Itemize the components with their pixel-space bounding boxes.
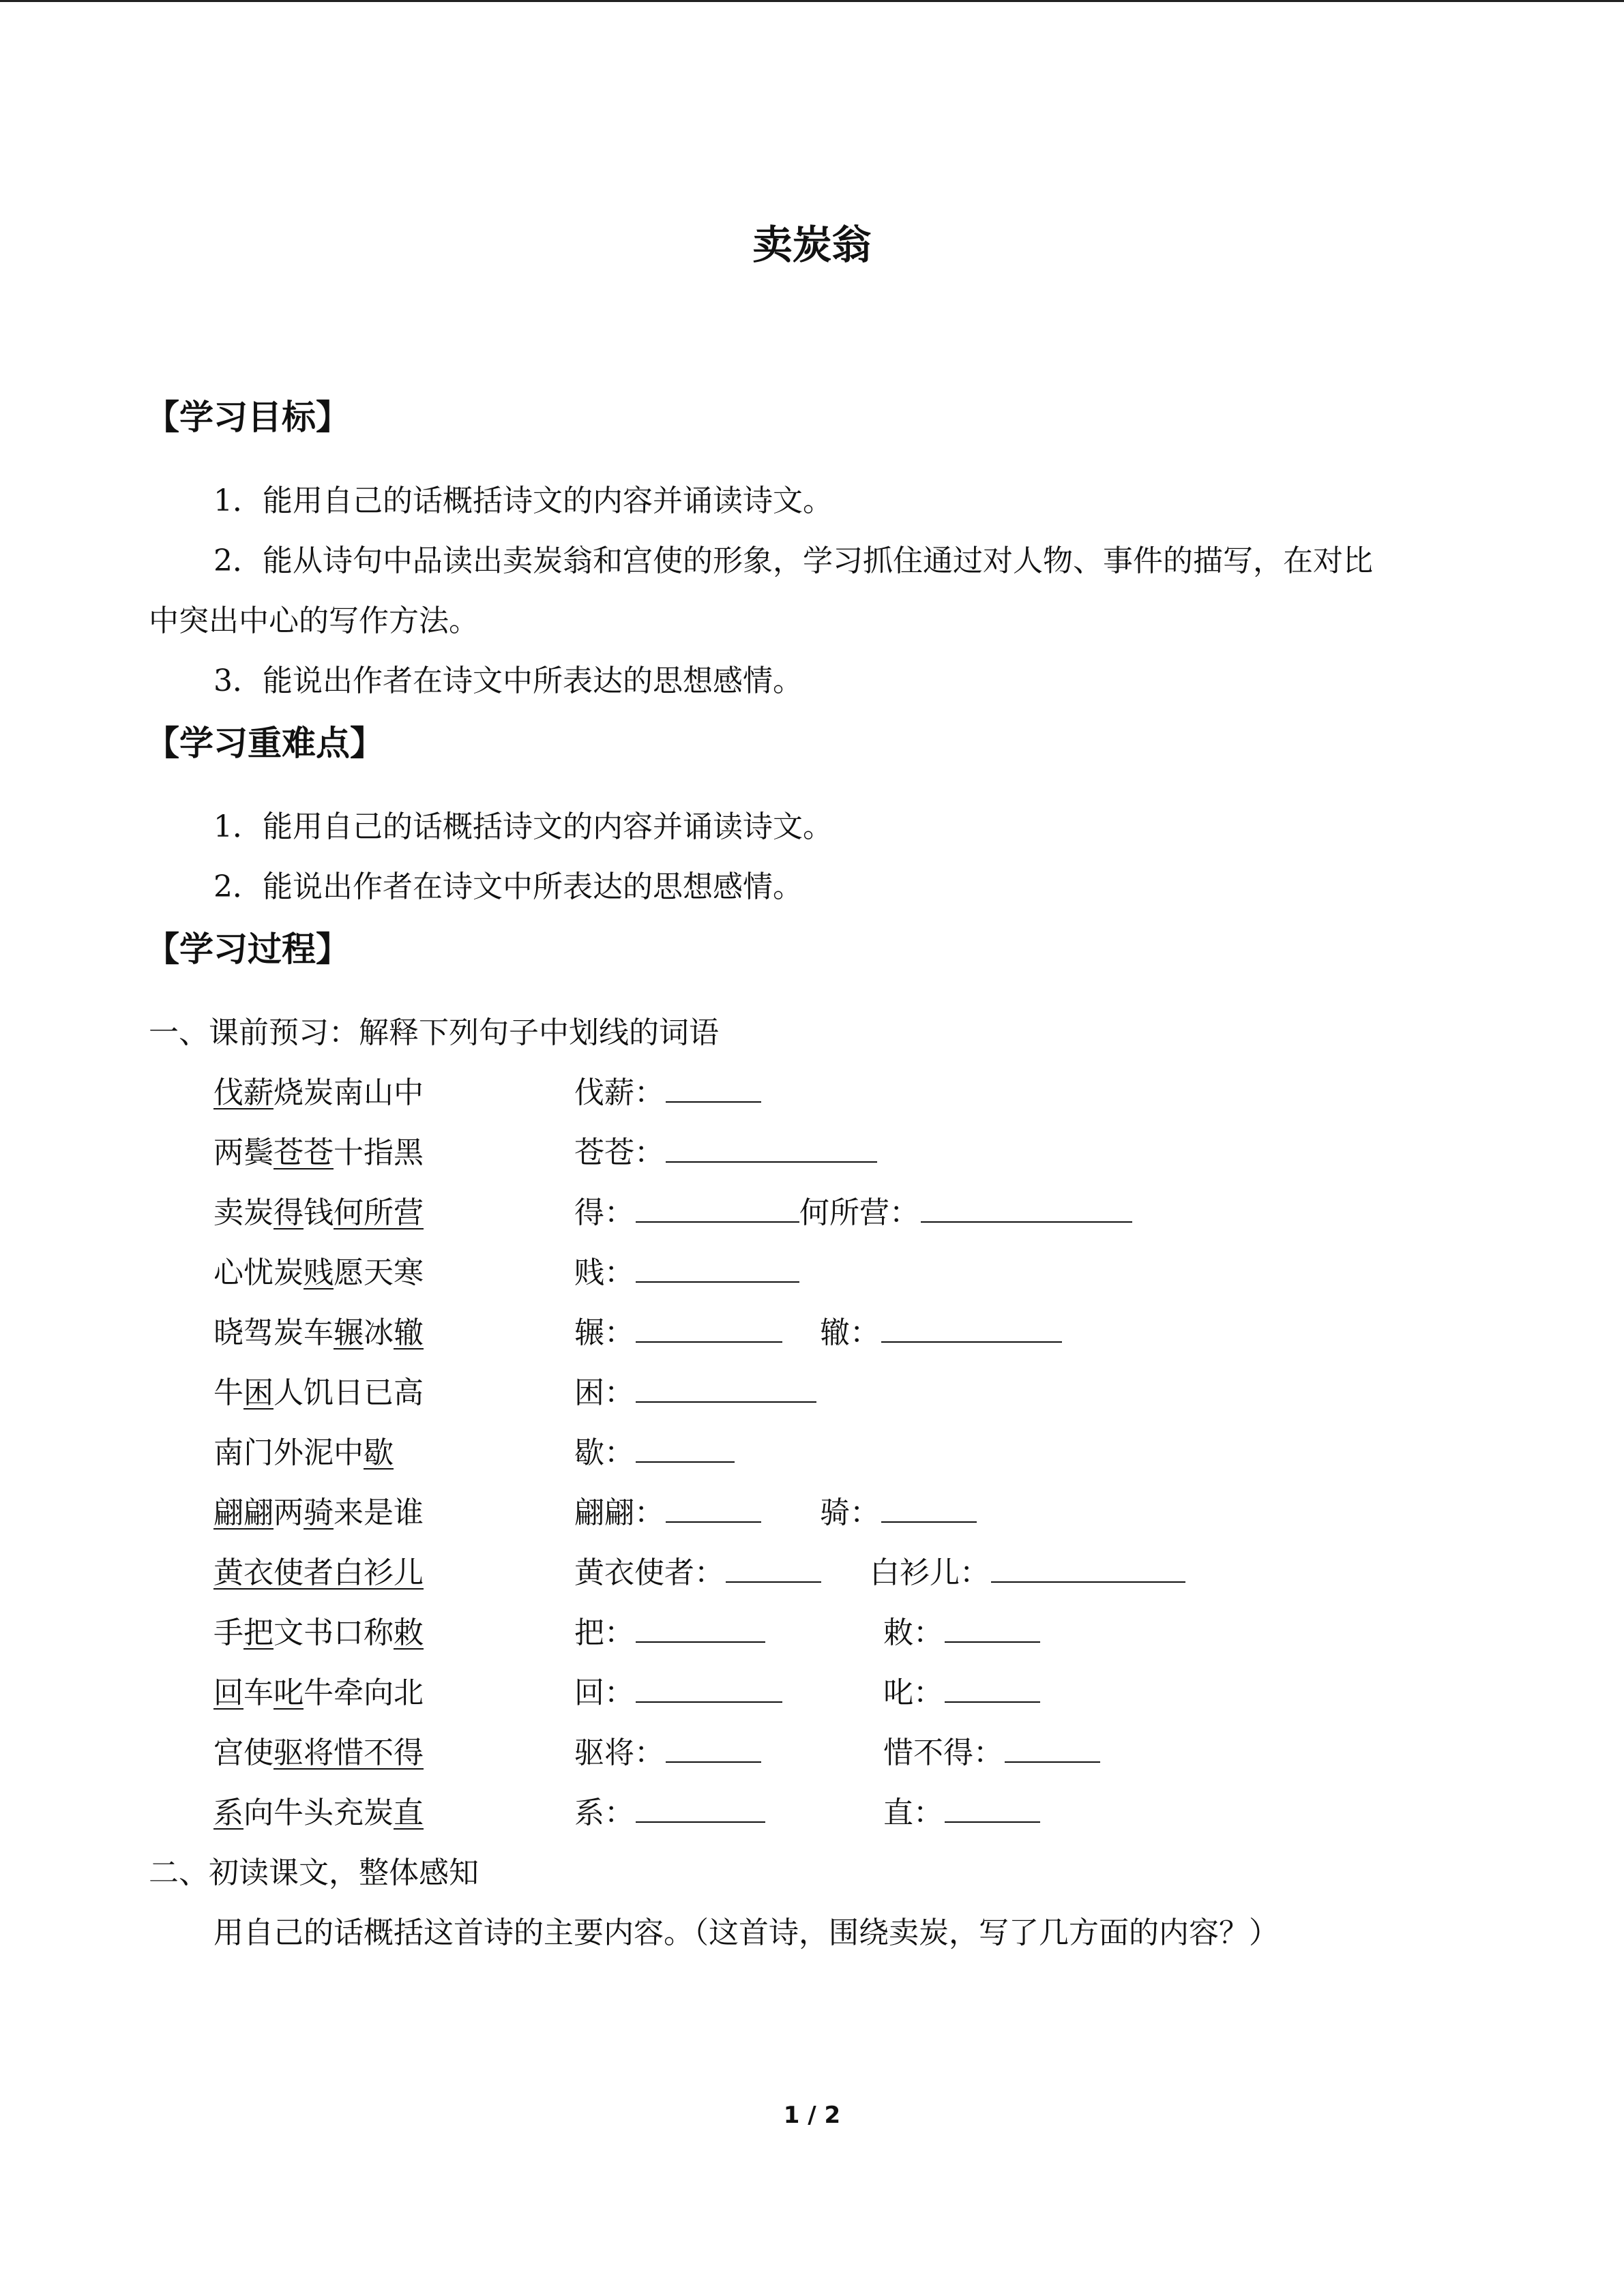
vocab-sentence-5: 晓驾炭车辗冰辙 — [213, 1315, 424, 1350]
vocab-sentence-1: 伐薪烧炭南山中 — [213, 1075, 424, 1110]
vocab-answer-9a: 黄衣使者： — [574, 1548, 821, 1592]
goal-1: 1．能用自己的话概括诗文的内容并诵读诗文。 — [213, 483, 833, 518]
vocab-answer-12b: 惜不得： — [883, 1728, 1100, 1772]
goal-2-cont: 中突出中心的写作方法。 — [149, 603, 479, 638]
heading-process: 【学习过程】 — [145, 929, 350, 969]
vocab-sentence-4: 心忧炭贱愿天寒 — [213, 1255, 424, 1290]
vocab-answer-7: 歇： — [574, 1428, 735, 1472]
vocab-answer-9b: 白衫儿： — [870, 1548, 1185, 1592]
goal-2: 2．能从诗句中品读出卖炭翁和宫使的形象，学习抓住通过对人物、事件的描写，在对比 — [213, 543, 1373, 578]
heading-key-points: 【学习重难点】 — [145, 724, 384, 763]
vocab-answer-11a: 回： — [574, 1668, 782, 1712]
vocab-answer-1: 伐薪： — [574, 1068, 761, 1112]
vocab-answer-11b: 叱： — [883, 1668, 1040, 1712]
heading-goals: 【学习目标】 — [145, 398, 350, 437]
vocab-answer-5b: 辙： — [820, 1308, 1062, 1352]
part1-title: 一、课前预习：解释下列句子中划线的词语 — [149, 1015, 719, 1050]
vocab-answer-2: 苍苍： — [574, 1128, 877, 1172]
vocab-sentence-9: 黄衣使者白衫儿 — [213, 1555, 424, 1590]
vocab-sentence-13: 系向牛头充炭直 — [213, 1795, 424, 1830]
vocab-answer-13b: 直： — [883, 1788, 1040, 1832]
vocab-sentence-6: 牛困人饥日已高 — [213, 1375, 424, 1410]
vocab-sentence-10: 手把文书口称敕 — [213, 1615, 424, 1650]
vocab-sentence-8: 翩翩两骑来是谁 — [213, 1495, 424, 1530]
vocab-sentence-3: 卖炭得钱何所营 — [213, 1195, 424, 1230]
vocab-answer-10b: 敕： — [883, 1608, 1040, 1652]
vocab-answer-6: 困： — [574, 1368, 816, 1412]
page-title: 卖炭翁 — [752, 222, 872, 268]
vocab-sentence-11: 回车叱牛牵向北 — [213, 1675, 424, 1710]
key-point-2: 2．能说出作者在诗文中所表达的思想感情。 — [213, 869, 803, 904]
page-number: 1 / 2 — [783, 2102, 841, 2129]
goal-3: 3．能说出作者在诗文中所表达的思想感情。 — [213, 664, 803, 698]
part2-prompt: 用自己的话概括这首诗的主要内容。（这首诗，围绕卖炭，写了几方面的内容？） — [213, 1915, 1279, 1950]
vocab-answer-5a: 辗： — [574, 1308, 782, 1352]
top-border — [0, 0, 1624, 2]
vocab-answer-10a: 把： — [574, 1608, 765, 1652]
vocab-sentence-12: 宫使驱将惜不得 — [213, 1735, 424, 1770]
vocab-answer-3: 得： 何所营： — [574, 1188, 1132, 1232]
vocab-answer-4: 贱： — [574, 1248, 799, 1292]
key-point-1: 1．能用自己的话概括诗文的内容并诵读诗文。 — [213, 809, 833, 844]
vocab-sentence-7: 南门外泥中歇 — [213, 1435, 394, 1470]
vocab-sentence-2: 两鬓苍苍十指黑 — [213, 1135, 424, 1170]
vocab-answer-8a: 翩翩： — [574, 1488, 761, 1532]
vocab-answer-8b: 骑： — [820, 1488, 977, 1532]
vocab-answer-13a: 系： — [574, 1788, 765, 1832]
part2-title: 二、初读课文，整体感知 — [149, 1855, 479, 1890]
vocab-answer-12a: 驱将： — [574, 1728, 761, 1772]
